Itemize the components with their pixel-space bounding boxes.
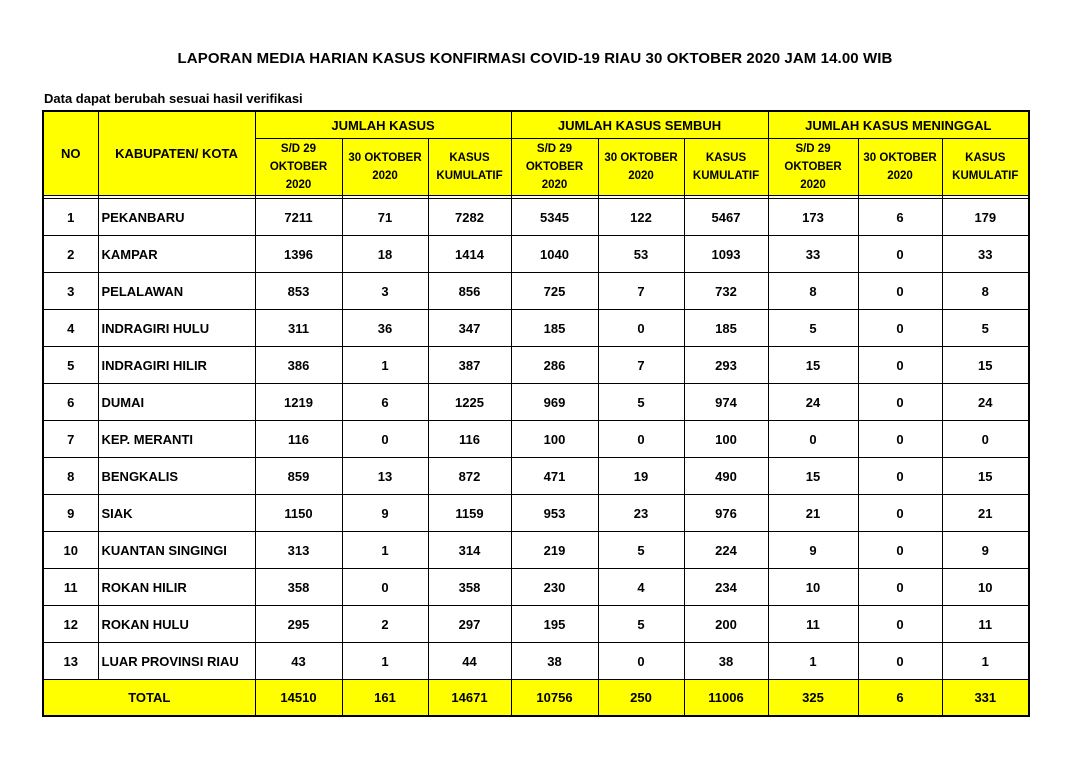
table-footer bbox=[43, 680, 1029, 717]
table-header bbox=[43, 111, 1029, 196]
subheader-line: 30 OKTOBER bbox=[863, 152, 937, 164]
cell-meninggal-sd: 1 bbox=[768, 643, 858, 680]
table-row bbox=[43, 643, 1029, 680]
total-kasus-hari: 161 bbox=[342, 680, 428, 717]
cell-meninggal-sd: 15 bbox=[768, 347, 858, 384]
table-row bbox=[43, 495, 1029, 532]
subheader-line: KUMULATIF bbox=[436, 170, 503, 182]
verification-note: Data dapat berubah sesuai hasil verifikasi bbox=[44, 91, 303, 106]
table-row bbox=[43, 199, 1029, 236]
cell-kasus-kumulatif: 7282 bbox=[428, 199, 511, 236]
cell-kasus-hari: 0 bbox=[342, 421, 428, 458]
kabupaten-name: INDRAGIRI HILIR bbox=[98, 347, 255, 384]
row-number: 13 bbox=[43, 643, 98, 680]
cell-kasus-sd: 358 bbox=[255, 569, 342, 606]
cell-kasus-kumulatif: 1225 bbox=[428, 384, 511, 421]
cell-kasus-kumulatif: 1159 bbox=[428, 495, 511, 532]
kabupaten-name: DUMAI bbox=[98, 384, 255, 421]
cell-meninggal-hari: 0 bbox=[858, 310, 942, 347]
subheader-line: S/D 29 bbox=[536, 143, 573, 155]
table-row bbox=[43, 273, 1029, 310]
kabupaten-name: ROKAN HULU bbox=[98, 606, 255, 643]
covid-cases-table bbox=[42, 110, 1030, 717]
kabupaten-name: INDRAGIRI HULU bbox=[98, 310, 255, 347]
subheader-line: 2020 bbox=[285, 179, 312, 191]
cell-meninggal-hari: 0 bbox=[858, 347, 942, 384]
cell-sembuh-kumulatif: 185 bbox=[684, 310, 768, 347]
cell-meninggal-kumulatif: 10 bbox=[942, 569, 1029, 606]
row-number: 8 bbox=[43, 458, 98, 495]
report-title: LAPORAN MEDIA HARIAN KASUS KONFIRMASI COVID-19 RIAU 30 OKTOBER 2020 JAM 14.00 WIB bbox=[177, 50, 893, 67]
cell-sembuh-hari: 23 bbox=[598, 495, 684, 532]
cell-kasus-sd: 859 bbox=[255, 458, 342, 495]
cell-kasus-kumulatif: 872 bbox=[428, 458, 511, 495]
cell-kasus-hari: 13 bbox=[342, 458, 428, 495]
subheader-line: 2020 bbox=[887, 170, 913, 182]
cell-sembuh-kumulatif: 5467 bbox=[684, 199, 768, 236]
kabupaten-name: SIAK bbox=[98, 495, 255, 532]
cell-sembuh-hari: 0 bbox=[598, 310, 684, 347]
total-label: TOTAL bbox=[43, 680, 255, 717]
subheader-line: OKTOBER bbox=[269, 161, 328, 173]
table-row bbox=[43, 310, 1029, 347]
cell-meninggal-sd: 15 bbox=[768, 458, 858, 495]
subheader-kasus-sd bbox=[255, 139, 342, 196]
subheader-line: KUMULATIF bbox=[952, 170, 1019, 182]
cell-meninggal-kumulatif: 9 bbox=[942, 532, 1029, 569]
row-number: 2 bbox=[43, 236, 98, 273]
cell-sembuh-sd: 100 bbox=[511, 421, 598, 458]
row-number: 4 bbox=[43, 310, 98, 347]
total-sembuh-hari: 250 bbox=[598, 680, 684, 717]
cell-sembuh-kumulatif: 224 bbox=[684, 532, 768, 569]
subheader-sembuh-day bbox=[598, 139, 684, 196]
cell-meninggal-kumulatif: 33 bbox=[942, 236, 1029, 273]
cell-meninggal-hari: 0 bbox=[858, 458, 942, 495]
subheader-meninggal-day bbox=[858, 139, 942, 196]
cell-kasus-hari: 0 bbox=[342, 569, 428, 606]
total-kasus-kumulatif: 14671 bbox=[428, 680, 511, 717]
cell-sembuh-kumulatif: 293 bbox=[684, 347, 768, 384]
cell-kasus-hari: 6 bbox=[342, 384, 428, 421]
subheader-line: OKTOBER bbox=[525, 161, 584, 173]
cell-kasus-kumulatif: 44 bbox=[428, 643, 511, 680]
cell-kasus-hari: 1 bbox=[342, 643, 428, 680]
subheader-meninggal-sd bbox=[768, 139, 858, 196]
total-sembuh-kumulatif: 11006 bbox=[684, 680, 768, 717]
cell-kasus-hari: 3 bbox=[342, 273, 428, 310]
cell-meninggal-sd: 33 bbox=[768, 236, 858, 273]
table-row bbox=[43, 236, 1029, 273]
header-kabupaten: KABUPATEN/ KOTA bbox=[98, 111, 255, 196]
row-number: 9 bbox=[43, 495, 98, 532]
cell-meninggal-hari: 0 bbox=[858, 643, 942, 680]
cell-meninggal-sd: 173 bbox=[768, 199, 858, 236]
cell-meninggal-kumulatif: 0 bbox=[942, 421, 1029, 458]
header-jumlah-kasus: JUMLAH KASUS bbox=[255, 111, 511, 139]
row-number: 1 bbox=[43, 199, 98, 236]
subheader-line: KASUS bbox=[449, 152, 490, 164]
cell-meninggal-kumulatif: 1 bbox=[942, 643, 1029, 680]
cell-sembuh-kumulatif: 200 bbox=[684, 606, 768, 643]
kabupaten-name: PELALAWAN bbox=[98, 273, 255, 310]
subheader-line: S/D 29 bbox=[795, 143, 831, 155]
cell-sembuh-hari: 19 bbox=[598, 458, 684, 495]
cell-kasus-hari: 2 bbox=[342, 606, 428, 643]
cell-kasus-kumulatif: 856 bbox=[428, 273, 511, 310]
cell-sembuh-hari: 4 bbox=[598, 569, 684, 606]
kabupaten-name: PEKANBARU bbox=[98, 199, 255, 236]
cell-kasus-kumulatif: 116 bbox=[428, 421, 511, 458]
subheader-kasus-kum bbox=[428, 139, 511, 196]
cell-meninggal-hari: 0 bbox=[858, 421, 942, 458]
cell-sembuh-hari: 53 bbox=[598, 236, 684, 273]
total-meninggal-hari: 6 bbox=[858, 680, 942, 717]
cell-meninggal-sd: 10 bbox=[768, 569, 858, 606]
row-number: 7 bbox=[43, 421, 98, 458]
row-number: 11 bbox=[43, 569, 98, 606]
total-row bbox=[43, 680, 1029, 717]
cell-sembuh-hari: 7 bbox=[598, 347, 684, 384]
cell-kasus-sd: 7211 bbox=[255, 199, 342, 236]
cell-sembuh-hari: 122 bbox=[598, 199, 684, 236]
cell-sembuh-sd: 953 bbox=[511, 495, 598, 532]
cell-kasus-kumulatif: 314 bbox=[428, 532, 511, 569]
cell-kasus-sd: 386 bbox=[255, 347, 342, 384]
cell-meninggal-hari: 0 bbox=[858, 606, 942, 643]
cell-sembuh-hari: 7 bbox=[598, 273, 684, 310]
cell-sembuh-kumulatif: 490 bbox=[684, 458, 768, 495]
cell-kasus-sd: 43 bbox=[255, 643, 342, 680]
subheader-line: KUMULATIF bbox=[692, 170, 760, 182]
row-number: 12 bbox=[43, 606, 98, 643]
cell-kasus-sd: 1150 bbox=[255, 495, 342, 532]
cell-sembuh-hari: 0 bbox=[598, 643, 684, 680]
cell-kasus-hari: 36 bbox=[342, 310, 428, 347]
table-row bbox=[43, 458, 1029, 495]
subheader-line: 30 OKTOBER bbox=[604, 152, 678, 164]
kabupaten-name: KUANTAN SINGINGI bbox=[98, 532, 255, 569]
cell-meninggal-sd: 0 bbox=[768, 421, 858, 458]
subheader-meninggal-kum bbox=[942, 139, 1029, 196]
kabupaten-name: LUAR PROVINSI RIAU bbox=[98, 643, 255, 680]
cell-kasus-kumulatif: 1414 bbox=[428, 236, 511, 273]
cell-meninggal-hari: 0 bbox=[858, 273, 942, 310]
table-body bbox=[43, 196, 1029, 680]
cell-kasus-sd: 313 bbox=[255, 532, 342, 569]
cell-sembuh-sd: 38 bbox=[511, 643, 598, 680]
cell-sembuh-kumulatif: 976 bbox=[684, 495, 768, 532]
table-row bbox=[43, 606, 1029, 643]
cell-kasus-sd: 295 bbox=[255, 606, 342, 643]
cell-kasus-sd: 311 bbox=[255, 310, 342, 347]
subheader-line: 2020 bbox=[372, 170, 398, 182]
header-jumlah-sembuh: JUMLAH KASUS SEMBUH bbox=[511, 111, 768, 139]
cell-sembuh-kumulatif: 100 bbox=[684, 421, 768, 458]
cell-sembuh-sd: 219 bbox=[511, 532, 598, 569]
subheader-line: 2020 bbox=[541, 179, 568, 191]
cell-kasus-hari: 1 bbox=[342, 347, 428, 384]
cell-meninggal-kumulatif: 5 bbox=[942, 310, 1029, 347]
cell-sembuh-sd: 725 bbox=[511, 273, 598, 310]
cell-meninggal-kumulatif: 8 bbox=[942, 273, 1029, 310]
cell-sembuh-sd: 195 bbox=[511, 606, 598, 643]
total-sembuh-sd: 10756 bbox=[511, 680, 598, 717]
kabupaten-name: KAMPAR bbox=[98, 236, 255, 273]
table-row bbox=[43, 532, 1029, 569]
cell-meninggal-hari: 6 bbox=[858, 199, 942, 236]
cell-meninggal-hari: 0 bbox=[858, 532, 942, 569]
cell-meninggal-sd: 21 bbox=[768, 495, 858, 532]
cell-sembuh-kumulatif: 234 bbox=[684, 569, 768, 606]
subheader-line: S/D 29 bbox=[280, 143, 317, 155]
cell-meninggal-kumulatif: 15 bbox=[942, 347, 1029, 384]
cell-kasus-sd: 853 bbox=[255, 273, 342, 310]
cell-sembuh-hari: 5 bbox=[598, 532, 684, 569]
cell-sembuh-sd: 471 bbox=[511, 458, 598, 495]
subheader-line: 30 OKTOBER bbox=[348, 152, 422, 164]
header-no: NO bbox=[43, 111, 98, 196]
cell-sembuh-sd: 230 bbox=[511, 569, 598, 606]
cell-kasus-hari: 1 bbox=[342, 532, 428, 569]
row-number: 5 bbox=[43, 347, 98, 384]
cell-sembuh-sd: 969 bbox=[511, 384, 598, 421]
table-row bbox=[43, 347, 1029, 384]
cell-kasus-hari: 9 bbox=[342, 495, 428, 532]
subheader-kasus-day bbox=[342, 139, 428, 196]
total-meninggal-sd: 325 bbox=[768, 680, 858, 717]
total-kasus-sd: 14510 bbox=[255, 680, 342, 717]
cell-sembuh-kumulatif: 1093 bbox=[684, 236, 768, 273]
subheader-line: 2020 bbox=[628, 170, 654, 182]
row-number: 3 bbox=[43, 273, 98, 310]
cell-sembuh-kumulatif: 974 bbox=[684, 384, 768, 421]
cell-kasus-sd: 1396 bbox=[255, 236, 342, 273]
header-jumlah-meninggal: JUMLAH KASUS MENINGGAL bbox=[768, 111, 1029, 139]
cell-sembuh-hari: 5 bbox=[598, 384, 684, 421]
cell-kasus-sd: 116 bbox=[255, 421, 342, 458]
cell-meninggal-sd: 24 bbox=[768, 384, 858, 421]
cell-kasus-kumulatif: 358 bbox=[428, 569, 511, 606]
total-meninggal-kumulatif: 331 bbox=[942, 680, 1029, 717]
cell-sembuh-hari: 5 bbox=[598, 606, 684, 643]
subheader-sembuh-sd bbox=[511, 139, 598, 196]
cell-sembuh-sd: 1040 bbox=[511, 236, 598, 273]
table-row bbox=[43, 421, 1029, 458]
cell-sembuh-sd: 5345 bbox=[511, 199, 598, 236]
cell-meninggal-kumulatif: 179 bbox=[942, 199, 1029, 236]
kabupaten-name: KEP. MERANTI bbox=[98, 421, 255, 458]
subheader-line: 2020 bbox=[800, 179, 826, 191]
subheader-line: KASUS bbox=[705, 152, 747, 164]
cell-sembuh-hari: 0 bbox=[598, 421, 684, 458]
cell-meninggal-sd: 9 bbox=[768, 532, 858, 569]
cell-meninggal-sd: 8 bbox=[768, 273, 858, 310]
cell-kasus-kumulatif: 387 bbox=[428, 347, 511, 384]
table-row bbox=[43, 569, 1029, 606]
cell-sembuh-kumulatif: 732 bbox=[684, 273, 768, 310]
cell-meninggal-hari: 0 bbox=[858, 384, 942, 421]
cell-kasus-kumulatif: 297 bbox=[428, 606, 511, 643]
cell-meninggal-kumulatif: 15 bbox=[942, 458, 1029, 495]
cell-meninggal-kumulatif: 24 bbox=[942, 384, 1029, 421]
subheader-line: KASUS bbox=[965, 152, 1006, 164]
row-number: 6 bbox=[43, 384, 98, 421]
subheader-sembuh-kum bbox=[684, 139, 768, 196]
cell-sembuh-sd: 286 bbox=[511, 347, 598, 384]
cell-meninggal-kumulatif: 11 bbox=[942, 606, 1029, 643]
kabupaten-name: BENGKALIS bbox=[98, 458, 255, 495]
cell-kasus-hari: 71 bbox=[342, 199, 428, 236]
cell-kasus-sd: 1219 bbox=[255, 384, 342, 421]
cell-meninggal-hari: 0 bbox=[858, 569, 942, 606]
cell-meninggal-sd: 5 bbox=[768, 310, 858, 347]
cell-meninggal-hari: 0 bbox=[858, 495, 942, 532]
header-group-row bbox=[43, 111, 1029, 139]
cell-sembuh-sd: 185 bbox=[511, 310, 598, 347]
cell-kasus-kumulatif: 347 bbox=[428, 310, 511, 347]
table-row bbox=[43, 384, 1029, 421]
cell-meninggal-kumulatif: 21 bbox=[942, 495, 1029, 532]
subheader-line: OKTOBER bbox=[784, 161, 842, 173]
cell-meninggal-hari: 0 bbox=[858, 236, 942, 273]
cell-kasus-hari: 18 bbox=[342, 236, 428, 273]
cell-meninggal-sd: 11 bbox=[768, 606, 858, 643]
kabupaten-name: ROKAN HILIR bbox=[98, 569, 255, 606]
row-number: 10 bbox=[43, 532, 98, 569]
cell-sembuh-kumulatif: 38 bbox=[684, 643, 768, 680]
